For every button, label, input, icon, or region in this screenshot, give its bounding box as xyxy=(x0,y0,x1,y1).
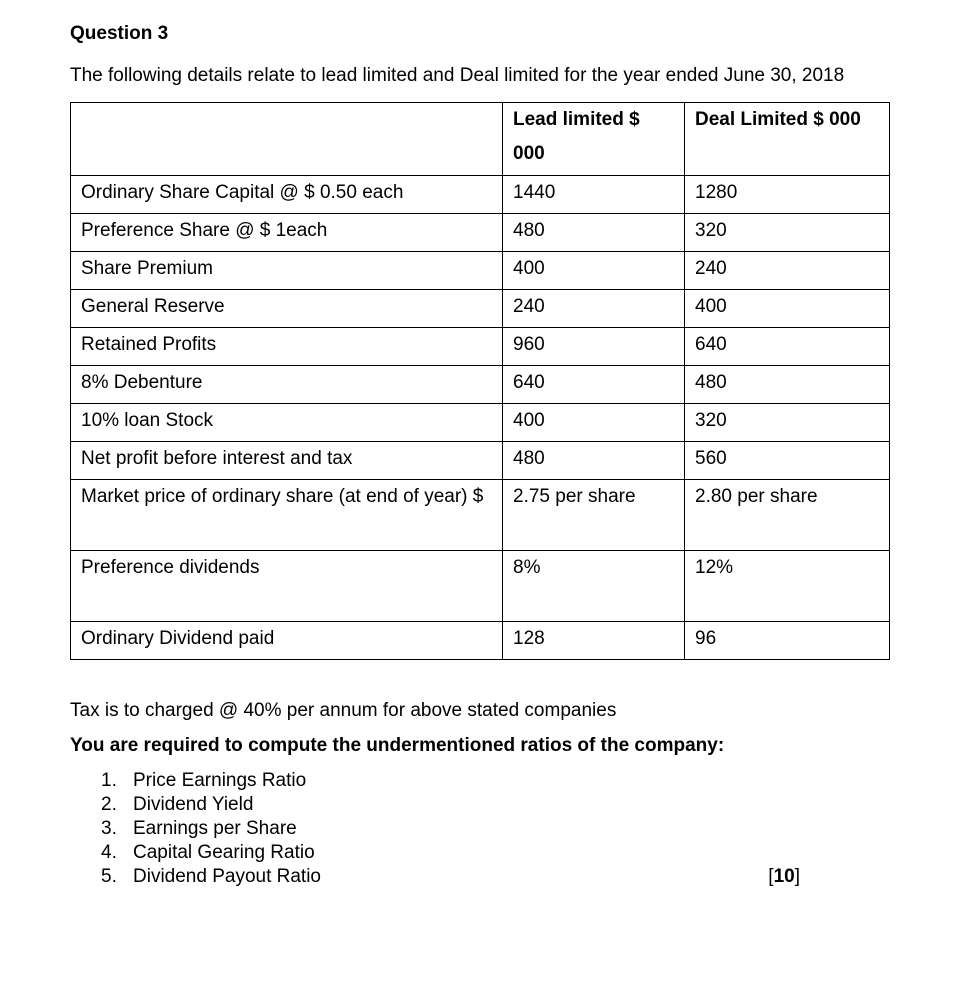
row-lead-value: 8% xyxy=(503,551,685,622)
table-row xyxy=(71,551,890,622)
table-row xyxy=(71,328,890,366)
header-cell-lead: Lead limited $ 000 xyxy=(503,103,685,176)
list-item-number: 1. xyxy=(101,770,117,791)
list-item xyxy=(70,769,900,793)
row-lead-value: 128 xyxy=(503,622,685,660)
row-deal-value: 240 xyxy=(685,252,890,290)
list-item-number: 4. xyxy=(101,842,117,863)
list-item-label: Capital Gearing Ratio xyxy=(133,842,315,863)
table-row xyxy=(71,214,890,252)
row-deal-value: 640 xyxy=(685,328,890,366)
list-item-number: 5. xyxy=(101,866,117,887)
row-deal-value: 1280 xyxy=(685,176,890,214)
row-lead-value: 2.75 per share xyxy=(503,480,685,551)
financial-data-table xyxy=(70,102,890,660)
row-label: Net profit before interest and tax xyxy=(71,442,503,480)
table-row xyxy=(71,366,890,404)
list-item-label: Earnings per Share xyxy=(133,818,297,839)
row-deal-value: 480 xyxy=(685,366,890,404)
row-label: Ordinary Share Capital @ $ 0.50 each xyxy=(71,176,503,214)
row-deal-value: 12% xyxy=(685,551,890,622)
question-intro: The following details relate to lead limited and Deal limited for the year ended June 30, 2018 xyxy=(70,65,845,86)
row-label: Preference dividends xyxy=(71,551,503,622)
marks-value: 10 xyxy=(773,866,795,887)
row-label: Share Premium xyxy=(71,252,503,290)
row-deal-value: 400 xyxy=(685,290,890,328)
question-title: Question 3 xyxy=(70,23,169,44)
table-row xyxy=(71,176,890,214)
row-lead-value: 480 xyxy=(503,442,685,480)
marks-allocation xyxy=(768,865,800,889)
row-lead-value: 480 xyxy=(503,214,685,252)
row-label: Ordinary Dividend paid xyxy=(71,622,503,660)
tax-note: Tax is to charged @ 40% per annum for above stated companies xyxy=(70,700,617,721)
list-item xyxy=(70,817,900,841)
row-label: Retained Profits xyxy=(71,328,503,366)
ratio-list xyxy=(70,769,900,889)
row-label: 10% loan Stock xyxy=(71,404,503,442)
table-row xyxy=(71,442,890,480)
table-row xyxy=(71,404,890,442)
row-lead-value: 640 xyxy=(503,366,685,404)
list-item xyxy=(70,865,900,889)
table-header-row xyxy=(71,103,890,176)
required-instruction: You are required to compute the undermentioned ratios of the company: xyxy=(70,735,725,756)
marks-open-bracket: [ xyxy=(768,866,774,887)
document-page xyxy=(70,20,900,889)
row-lead-value: 960 xyxy=(503,328,685,366)
row-label: 8% Debenture xyxy=(71,366,503,404)
table-row xyxy=(71,290,890,328)
row-deal-value: 320 xyxy=(685,404,890,442)
table-row xyxy=(71,622,890,660)
row-deal-value: 320 xyxy=(685,214,890,252)
list-item-label: Dividend Payout Ratio xyxy=(133,866,321,887)
header-cell-label xyxy=(71,103,503,176)
table-row xyxy=(71,480,890,551)
row-label: Market price of ordinary share (at end of year) $ xyxy=(71,480,503,551)
list-item-label: Price Earnings Ratio xyxy=(133,770,307,791)
row-deal-value: 560 xyxy=(685,442,890,480)
row-deal-value: 96 xyxy=(685,622,890,660)
row-lead-value: 1440 xyxy=(503,176,685,214)
table-row xyxy=(71,252,890,290)
row-deal-value: 2.80 per share xyxy=(685,480,890,551)
list-item-label: Dividend Yield xyxy=(133,794,254,815)
row-label: General Reserve xyxy=(71,290,503,328)
list-item-number: 3. xyxy=(101,818,117,839)
row-lead-value: 400 xyxy=(503,252,685,290)
row-lead-value: 400 xyxy=(503,404,685,442)
list-item xyxy=(70,841,900,865)
row-lead-value: 240 xyxy=(503,290,685,328)
row-label: Preference Share @ $ 1each xyxy=(71,214,503,252)
list-item xyxy=(70,793,900,817)
marks-close-bracket: ] xyxy=(794,866,800,887)
list-item-number: 2. xyxy=(101,794,117,815)
header-cell-deal: Deal Limited $ 000 xyxy=(685,103,890,176)
